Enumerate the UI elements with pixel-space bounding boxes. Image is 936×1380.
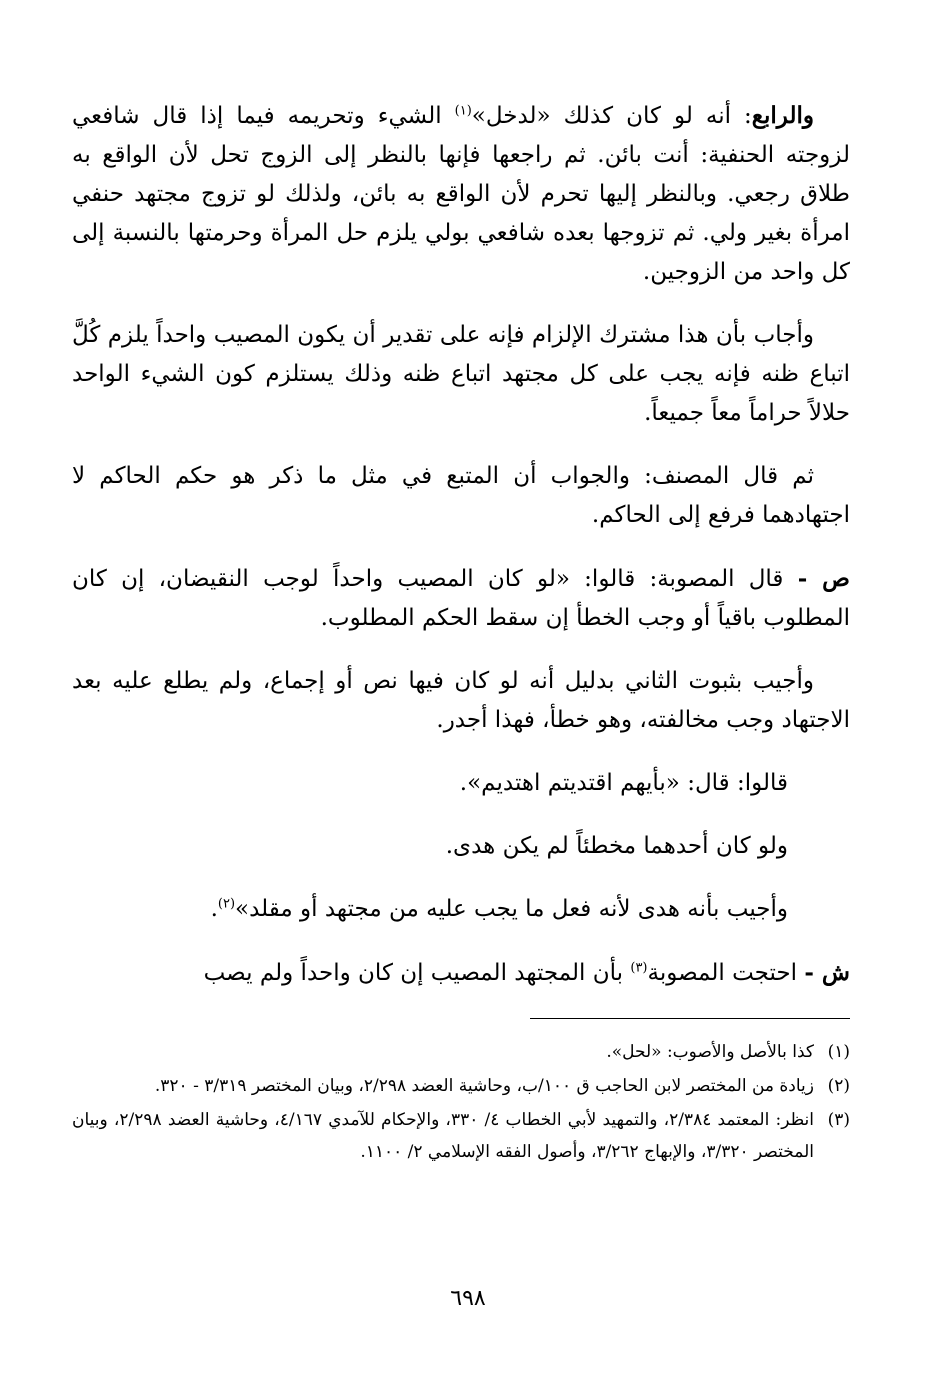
footnote-divider — [530, 1018, 850, 1019]
paragraph-4 — [72, 559, 850, 638]
section-marker-sad: ص - — [797, 565, 850, 592]
paragraph-text: احتجت المصوبة — [647, 960, 805, 986]
footnotes — [72, 1036, 850, 1170]
footnote-number: (٣) — [827, 1110, 850, 1130]
main-text — [72, 96, 850, 993]
footnote-3 — [72, 1104, 850, 1168]
paragraph-text: الشيء وتحريمه فيما إذا قال شافعي لزوجته الحنفية: أنت بائن. ثم راجعها فإنها بالنظر إلى الزوج تحل لأن الواقع به طلاق رجعي. وبالنظر إليها تحرم لأن الواقع به بائن، ولذلك لو تزوج مجتهد حنفي امرأة بغير ولي. ثم تزوجها بعده شافعي بولي يلزم حل المرأة وحرمتها بالنسبة إلى كل واحد من الزوجين. — [72, 103, 850, 285]
footnote-text: انظر: المعتمد ٢/٣٨٤، والتمهيد لأبي الخطاب ٤/ ٣٣٠، والإحكام للآمدي ٤/١٦٧، وحاشية العضد ٢/٢٩٨، وبيان المختصر ٣/٣٢٠، والإبهاج ٣/٢٦٢، وأصول الفقه الإسلامي ٢/ ١١٠٠. — [72, 1110, 814, 1162]
footnote-ref-2: (٢) — [217, 896, 236, 912]
paragraph-5: وأجيب بثبوت الثاني بدليل أنه لو كان فيها نص أو إجماع، ولم يطلع عليه بعد الاجتهاد وجب مخالفته، وهو خطأ، فهذا أجدر. — [72, 668, 850, 733]
section-marker-shin: ش - — [804, 959, 850, 986]
paragraph-7: ولو كان أحدهما مخطئاً لم يكن هدى. — [445, 833, 788, 859]
paragraph-end: . — [210, 896, 218, 922]
paragraph-lead: والرابع — [751, 102, 814, 129]
paragraph-text: بأن المجتهد المصيب إن كان واحداً ولم يصب — [203, 960, 631, 986]
paragraph-8 — [72, 890, 850, 929]
paragraph-6: قالوا: قال: «بأيهم اقتديتم اهتديم». — [459, 770, 788, 796]
page-number: ٦٩٨ — [450, 1286, 486, 1311]
footnote-text: كذا بالأصل والأصوب: «لحل». — [606, 1042, 814, 1062]
footnote-number: (٢) — [827, 1076, 850, 1096]
paragraph-text: : أنه لو كان كذلك «لدخل» — [471, 103, 752, 129]
paragraph-3: ثم قال المصنف: والجواب أن المتبع في مثل ما ذكر هو حكم الحاكم لا اجتهادهما فرفع إلى الحاكم. — [72, 463, 850, 528]
footnote-text: زيادة من المختصر لابن الحاجب ق ١٠٠/ب، وحاشية العضد ٢/٢٩٨، وبيان المختصر ٣/٣١٩ - ٣٢٠. — [154, 1076, 814, 1096]
footnote-2 — [72, 1070, 850, 1102]
paragraph-9 — [72, 953, 850, 993]
paragraph-text: قال المصوبة: قالوا: «لو كان المصيب واحداً لوجب النقيضان، إن كان المطلوب باقياً أو وجب الخطأ إن سقط الحكم المطلوب. — [72, 566, 850, 631]
footnote-ref-3: (٣) — [630, 960, 648, 976]
footnote-1 — [72, 1036, 850, 1068]
footnote-ref-1: (١) — [454, 103, 472, 119]
paragraph-1 — [72, 96, 850, 292]
paragraph-2: وأجاب بأن هذا مشترك الإلزام فإنه على تقدير أن يكون المصيب واحداً يلزم كُلَّ اتباع ظنه فإنه يجب على كل مجتهد اتباع ظنه وذلك يستلزم كون الشيء الواحد حلالاً حراماً معاً جميعاً. — [72, 322, 850, 426]
footnote-number: (١) — [827, 1042, 850, 1062]
paragraph-text: وأجيب بأنه هدى لأنه فعل ما يجب عليه من مجتهد أو مقلد» — [235, 896, 788, 922]
